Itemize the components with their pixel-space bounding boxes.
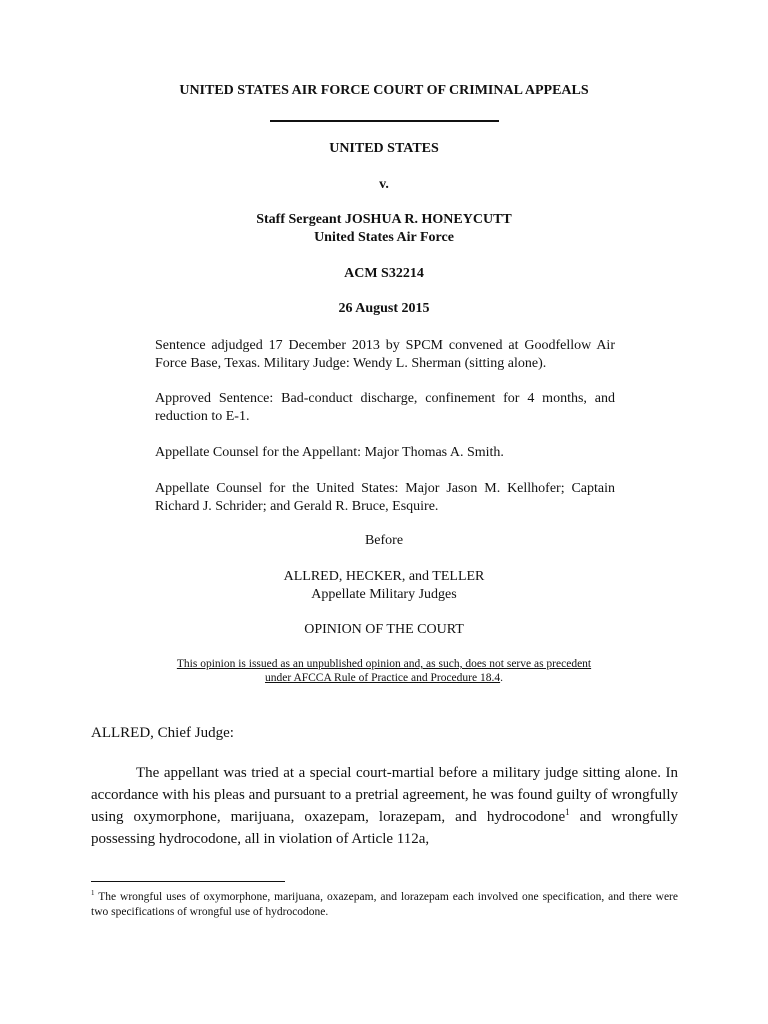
approved-sentence xyxy=(155,390,615,426)
appellant-name: Staff Sergeant JOSHUA R. HONEYCUTT xyxy=(256,212,512,227)
footnote-text: The wrongful uses of oxymorphone, marijuana, oxazepam, and lorazepam each involved one specification, and there were two specifications of wrongful use of hydrocodone. xyxy=(91,891,678,918)
counsel-government xyxy=(155,480,615,516)
docket-number: ACM S32214 xyxy=(344,266,424,281)
footnote-ref-1: 1 xyxy=(565,807,570,817)
appellant-branch: United States Air Force xyxy=(314,230,454,245)
unpublished-notice xyxy=(0,657,768,685)
versus-label: v. xyxy=(379,177,389,192)
footnote-number: 1 xyxy=(91,890,95,898)
before-label: Before xyxy=(364,533,404,548)
counsel-appellant xyxy=(155,444,615,462)
approved-sentence-text: Approved Sentence: Bad-conduct discharge, confinement for 4 months, and reduction to E-1. xyxy=(155,391,615,424)
notice-line-2: under AFCCA Rule of Practice and Procedure 18.4 xyxy=(265,672,501,684)
party-united-states: UNITED STATES xyxy=(329,141,439,156)
decision-date: 26 August 2015 xyxy=(338,301,430,316)
paragraph-text-1: The appellant was tried at a special court-martial before a military judge sitting alone. In accordance with his pleas and pursuant to a pretrial agreement, he was found guilty of wrongfully using oxymorphone, marijuana, oxazepam, lorazepam, and hydrocodone xyxy=(91,765,678,825)
counsel-appellant-text: Appellate Counsel for the Appellant: Major Thomas A. Smith. xyxy=(155,445,504,460)
sentence-adjudged xyxy=(155,337,615,373)
sentence-adjudged-text: Sentence adjudged 17 December 2013 by SPCM convened at Goodfellow Air Force Base, Texas. Military Judge: Wendy L. Sherman (sitting alone). xyxy=(155,338,615,371)
notice-line-1: This opinion is issued as an unpublished opinion and, as such, does not serve as precedent xyxy=(176,658,592,670)
opinion-paragraph xyxy=(91,762,678,850)
court-name: UNITED STATES AIR FORCE COURT OF CRIMINAL APPEALS xyxy=(179,83,589,98)
notice-period: . xyxy=(500,672,503,684)
opinion-heading: OPINION OF THE COURT xyxy=(304,622,464,637)
footnote-divider xyxy=(91,881,285,882)
panel-judges: ALLRED, HECKER, and TELLER xyxy=(283,569,485,584)
title-divider xyxy=(270,120,499,122)
counsel-government-text: Appellate Counsel for the United States: Major Jason M. Kellhofer; Captain Richard J. Schrider; and Gerald R. Bruce, Esquire. xyxy=(155,481,615,514)
opinion-author: ALLRED, Chief Judge: xyxy=(91,725,234,741)
panel-judges-title: Appellate Military Judges xyxy=(311,587,457,602)
footnote xyxy=(91,890,678,920)
paragraph-text-2: and wrongfully possessing hydrocodone, all in violation of Article 112a, xyxy=(91,809,678,847)
